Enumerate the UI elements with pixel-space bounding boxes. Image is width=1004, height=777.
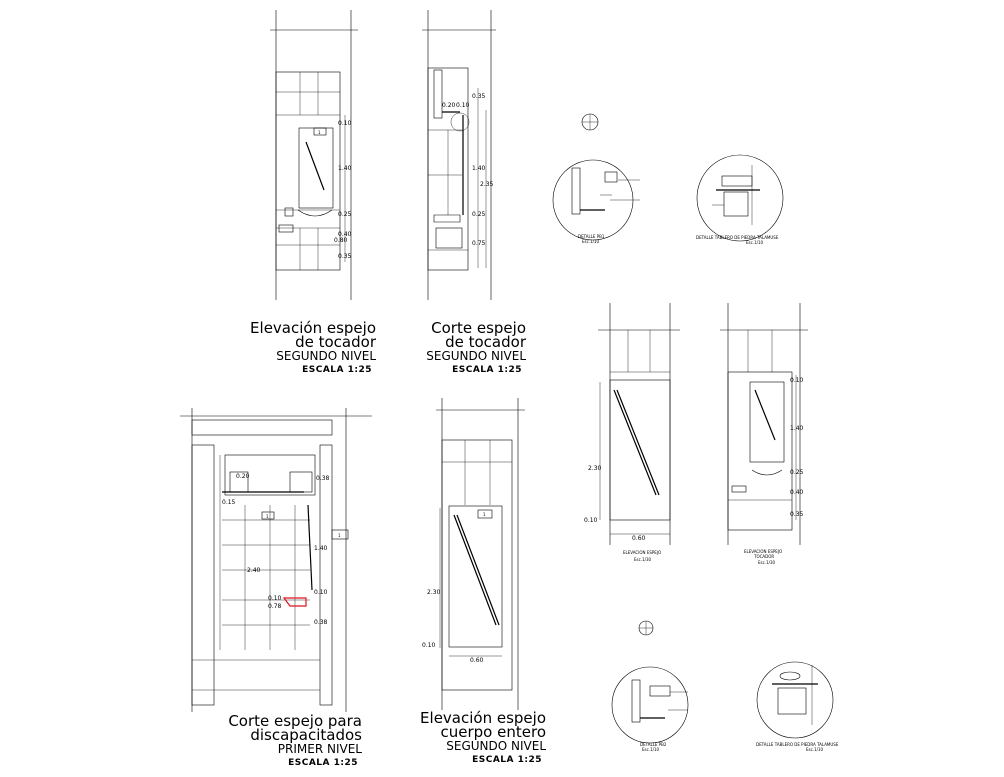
drawing-scale: ESCALA 1:25 xyxy=(472,755,542,765)
svg-text:2.40: 2.40 xyxy=(247,567,261,574)
drawing-scale: ESCALA 1:25 xyxy=(288,758,358,768)
svg-text:2.30: 2.30 xyxy=(588,465,602,472)
svg-text:DETALLE TABLERO DE PIEDRA TALA: DETALLE TABLERO DE PIEDRA TALAMUSE xyxy=(696,235,779,240)
title-block-3 xyxy=(228,712,362,768)
svg-text:0.20: 0.20 xyxy=(442,102,456,109)
detail-marker-bottom xyxy=(639,621,653,635)
svg-text:DETALLE TABLERO DE PIEDRA TALA: DETALLE TABLERO DE PIEDRA TALAMUSE xyxy=(756,742,839,747)
svg-text:Esc.1/30: Esc.1/30 xyxy=(758,560,776,565)
svg-text:1.40: 1.40 xyxy=(790,425,804,432)
detail-stone-counter-2 xyxy=(756,662,839,752)
svg-text:0.25: 0.25 xyxy=(472,211,486,218)
svg-text:ELEVACION ESPEJO: ELEVACION ESPEJO xyxy=(623,550,662,555)
mirror-tag: 1 xyxy=(318,130,321,135)
detail-pb2 xyxy=(612,667,688,752)
drawing-level: SEGUNDO NIVEL xyxy=(446,739,546,753)
svg-text:1: 1 xyxy=(483,512,486,517)
detail-stone-counter-1 xyxy=(696,155,783,245)
svg-text:2.30: 2.30 xyxy=(427,589,441,596)
drawing-level: SEGUNDO NIVEL xyxy=(426,349,526,363)
svg-text:0.10: 0.10 xyxy=(422,642,436,649)
mirror-frame xyxy=(449,506,502,647)
svg-text:0.20: 0.20 xyxy=(236,473,250,480)
svg-text:Esc.1/30: Esc.1/30 xyxy=(634,557,652,562)
svg-text:0.10: 0.10 xyxy=(338,120,352,127)
svg-text:0.10: 0.10 xyxy=(314,589,328,596)
detail-marker-top xyxy=(582,114,598,130)
svg-text:1: 1 xyxy=(338,533,341,538)
svg-text:0.10: 0.10 xyxy=(268,595,282,602)
drawing-scale: ESCALA 1:25 xyxy=(302,365,372,375)
drawing-title: discapacitados xyxy=(250,726,362,744)
svg-text:0.75: 0.75 xyxy=(472,240,486,247)
title-block-4 xyxy=(420,709,546,765)
svg-text:ELEVACION ESPEJO: ELEVACION ESPEJO xyxy=(744,549,783,554)
elevation-full-length-mirror xyxy=(422,398,525,710)
svg-text:Esc.1/10: Esc.1/10 xyxy=(582,239,600,244)
svg-text:0.40: 0.40 xyxy=(790,489,804,496)
svg-text:0.10: 0.10 xyxy=(456,102,470,109)
svg-text:0.35: 0.35 xyxy=(790,511,804,518)
svg-text:0.38: 0.38 xyxy=(314,619,328,626)
svg-text:0.10: 0.10 xyxy=(790,377,804,384)
svg-text:0.10: 0.10 xyxy=(584,517,598,524)
elevation-vanity-mirror xyxy=(270,10,358,300)
small-elevation-mirror xyxy=(584,303,680,562)
svg-text:1.40: 1.40 xyxy=(338,165,352,172)
svg-text:0.15: 0.15 xyxy=(222,499,236,506)
drawing-title: de tocador xyxy=(295,333,376,351)
svg-text:0.60: 0.60 xyxy=(632,535,646,542)
section-accessible-mirror xyxy=(180,408,372,712)
svg-text:0.80: 0.80 xyxy=(334,237,348,244)
drawing-title: Corte espejo xyxy=(431,319,526,337)
drawing-title: Elevación espejo xyxy=(420,709,546,727)
small-elevation-vanity xyxy=(720,303,808,565)
svg-text:Esc.1/10: Esc.1/10 xyxy=(642,747,660,752)
drawing-title: Corte espejo para xyxy=(228,712,362,730)
svg-text:1: 1 xyxy=(266,514,269,519)
svg-text:0.38: 0.38 xyxy=(316,475,330,482)
drawing-title: cuerpo entero xyxy=(440,723,546,741)
detail-pb1 xyxy=(553,160,640,244)
svg-text:0.60: 0.60 xyxy=(470,657,484,664)
section-vanity-mirror xyxy=(422,10,496,300)
title-block-2 xyxy=(426,319,527,375)
svg-text:2.35: 2.35 xyxy=(480,181,494,188)
svg-text:DETALLE PB2: DETALLE PB2 xyxy=(640,742,667,747)
svg-text:0.78: 0.78 xyxy=(268,603,282,610)
svg-text:1.40: 1.40 xyxy=(472,165,486,172)
svg-text:Esc.1/10: Esc.1/10 xyxy=(746,240,764,245)
svg-text:0.25: 0.25 xyxy=(790,469,804,476)
svg-text:0.40: 0.40 xyxy=(338,231,352,238)
title-block-1 xyxy=(250,319,377,375)
svg-text:TOCADOR: TOCADOR xyxy=(754,554,775,559)
svg-text:0.25: 0.25 xyxy=(338,211,352,218)
drawing-level: SEGUNDO NIVEL xyxy=(276,349,376,363)
drawing-title: Elevación espejo xyxy=(250,319,376,337)
svg-text:Esc.1/10: Esc.1/10 xyxy=(806,747,824,752)
drawing-title: de tocador xyxy=(445,333,526,351)
svg-text:0.35: 0.35 xyxy=(472,93,486,100)
drawing-level: PRIMER NIVEL xyxy=(277,742,362,756)
drawing-scale: ESCALA 1:25 xyxy=(452,365,522,375)
svg-text:DETALLE PB1: DETALLE PB1 xyxy=(578,234,605,239)
svg-text:0.35: 0.35 xyxy=(338,253,352,260)
svg-text:1.40: 1.40 xyxy=(314,545,328,552)
